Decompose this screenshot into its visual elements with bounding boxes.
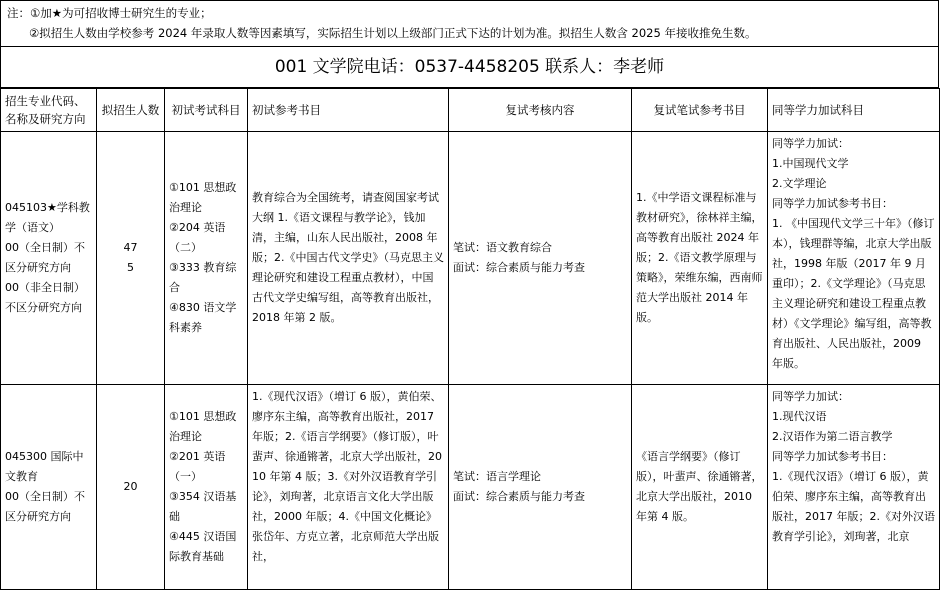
extra-line: 2.汉语作为第二语言教学 bbox=[772, 430, 893, 443]
extra-line: 同等学力加试参考书目： bbox=[772, 197, 893, 210]
exam-subject: ②204 英语（二） bbox=[169, 221, 226, 254]
notes-section bbox=[0, 0, 939, 46]
ref-text: 1.《现代汉语》（增订 6 版），黄伯荣、廖序东主编，高等教育出版社，2017 年版；2.《语言学纲要》（修订版），叶蜚声、徐通锵著，北京大学出版社，2010 年第 4 版；3.《对外汉语教育学引论》，刘珣著，北京语言文化大学出版社，2000 年版；4.《中国文化概论》张岱年、方克立著，北京师范大学出版社， bbox=[252, 390, 442, 563]
retest-ref-text: 1.《中学语文课程标准与教材研究》，徐林祥主编，高等教育出版社 2024 年版；2.《语文教学原理与策略》，荣维东编，西南师范大学出版社 2014 年版。 bbox=[636, 191, 763, 324]
department-title: 001 文学院电话：0537-4458205 联系人：李老师 bbox=[0, 46, 939, 88]
retest-item: 面试：综合素质与能力考查 bbox=[453, 261, 585, 274]
retest-cell bbox=[449, 385, 632, 590]
major-cell bbox=[1, 132, 97, 385]
retest-item: 笔试：语文教育综合 bbox=[453, 241, 552, 254]
retest-ref-cell bbox=[632, 132, 768, 385]
extra-line: 同等学力加试： bbox=[772, 137, 849, 150]
exam-cell bbox=[165, 132, 248, 385]
major-name: 045103★学科教学（语文） bbox=[5, 201, 90, 234]
header-retest-ref: 复试笔试参考书目 bbox=[632, 89, 768, 132]
retest-ref-cell bbox=[632, 385, 768, 590]
extra-line: 1.《现代汉语》（增订 6 版），黄伯荣、廖序东主编，高等教育出版社，2017 年版；2.《对外汉语教育学引论》，刘珣著，北京 bbox=[772, 470, 935, 543]
count-value: 20 bbox=[123, 480, 138, 493]
extra-line: 1. 《中国现代文学三十年》（修订本），钱理群等编，北京大学出版社，1998 年版（2017 年 9 月重印）；2.《文学理论》（马克思主义理论研究和建设工程重点教材）《文学理论》编写组，高等教育出版社、人民出版社，2009 年版。 bbox=[772, 217, 935, 370]
extra-line: 1.中国现代文学 bbox=[772, 157, 849, 170]
extra-line: 1.现代汉语 bbox=[772, 410, 827, 423]
exam-subject: ③333 教育综合 bbox=[169, 261, 237, 294]
retest-item: 面试：综合素质与能力考查 bbox=[453, 490, 585, 503]
header-ref: 初试参考书目 bbox=[248, 89, 449, 132]
count-value: 47 bbox=[123, 241, 138, 254]
exam-cell bbox=[165, 385, 248, 590]
header-major: 招生专业代码、名称及研究方向 bbox=[1, 89, 97, 132]
exam-subject: ①101 思想政治理论 bbox=[169, 410, 237, 443]
extra-line: 同等学力加试参考书目： bbox=[772, 450, 893, 463]
retest-ref-text: 《语言学纲要》（修订版），叶蜚声、徐通锵著，北京大学出版社，2010 年第 4 版。 bbox=[636, 450, 763, 523]
retest-item: 笔试：语言学理论 bbox=[453, 470, 541, 483]
ref-cell bbox=[248, 132, 449, 385]
count-cell bbox=[97, 132, 165, 385]
retest-cell bbox=[449, 132, 632, 385]
header-count: 拟招生人数 bbox=[97, 89, 165, 132]
count-value: 5 bbox=[127, 261, 134, 274]
exam-subject: ②201 英语（一） bbox=[169, 450, 226, 483]
major-cell bbox=[1, 385, 97, 590]
exam-subject: ④830 语文学科素养 bbox=[169, 301, 237, 334]
note-line-2: ②拟招生人数由学校参考 2024 年录取人数等因素填写，实际招生计划以上级部门正式下达的计划为准。拟招生人数含 2025 年接收推免生数。 bbox=[29, 26, 757, 40]
ref-cell bbox=[248, 385, 449, 590]
exam-subject: ④445 汉语国际教育基础 bbox=[169, 530, 237, 563]
count-cell bbox=[97, 385, 165, 590]
table-header-row bbox=[1, 89, 940, 132]
header-extra: 同等学力加试科目 bbox=[768, 89, 940, 132]
note-line-1: 注：①加★为可招收博士研究生的专业； bbox=[7, 6, 212, 20]
header-retest: 复试考核内容 bbox=[449, 89, 632, 132]
table-row bbox=[1, 132, 940, 385]
table-row bbox=[1, 385, 940, 590]
major-direction: 00（全日制）不区分研究方向 bbox=[5, 241, 85, 274]
ref-text: 教育综合为全国统考，请查阅国家考试大纲 1.《语文课程与教学论》，钱加清，主编，山东人民出版社，2008 年版；2.《中国古代文学史》（马克思主义理论研究和建设工程重点教材），中国古代文学史编写组，高等教育出版社，2018 年第 2 版。 bbox=[252, 191, 444, 324]
extra-cell bbox=[768, 132, 940, 385]
admission-table bbox=[0, 88, 940, 590]
major-name: 045300 国际中文教育 bbox=[5, 450, 84, 483]
extra-cell bbox=[768, 385, 940, 590]
exam-subject: ①101 思想政治理论 bbox=[169, 181, 237, 214]
exam-subject: ③354 汉语基础 bbox=[169, 490, 237, 523]
extra-line: 2.文学理论 bbox=[772, 177, 827, 190]
header-exam: 初试考试科目 bbox=[165, 89, 248, 132]
extra-line: 同等学力加试： bbox=[772, 390, 849, 403]
major-direction: 00（非全日制）不区分研究方向 bbox=[5, 281, 85, 314]
major-direction: 00（全日制）不区分研究方向 bbox=[5, 490, 85, 523]
